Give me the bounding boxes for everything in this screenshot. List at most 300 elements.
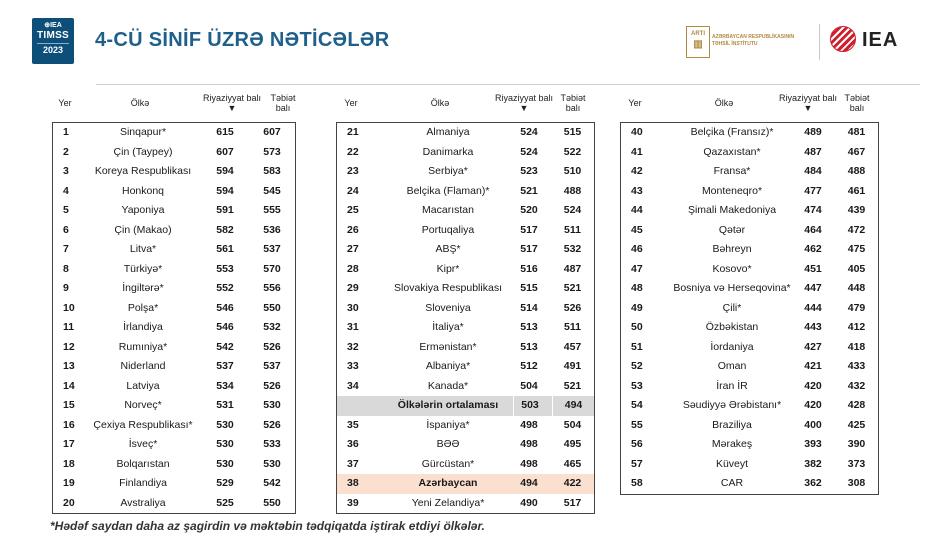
- math-score-cell: 530: [216, 457, 234, 470]
- iea-globe-icon: [830, 26, 856, 52]
- country-cell: Latviya: [126, 379, 160, 392]
- science-score-cell: 537: [263, 243, 281, 255]
- science-header: Təbiət balı: [844, 93, 870, 113]
- science-score-cell: 487: [563, 262, 582, 275]
- science-score-cell: 432: [847, 379, 866, 392]
- science-score-cell: 511: [564, 223, 581, 236]
- table-row: [53, 494, 295, 514]
- table-row: [337, 494, 594, 514]
- table-row: [53, 240, 295, 260]
- science-score-cell: 422: [563, 477, 582, 489]
- math-score-cell: 444: [804, 301, 822, 314]
- logo-timss-text: TIMSS: [36, 30, 70, 41]
- rank-cell: 6: [63, 223, 69, 236]
- math-score-cell: 494: [520, 477, 538, 489]
- rank-header: Yer: [628, 98, 642, 108]
- table-row: [337, 435, 594, 455]
- math-score-cell: 513: [520, 321, 538, 333]
- table-row: [621, 143, 878, 163]
- rank-cell: 26: [347, 223, 359, 236]
- timss-logo: [32, 18, 74, 64]
- rank-cell: 35: [347, 418, 359, 431]
- math-score-cell: 513: [520, 340, 538, 353]
- science-score-cell: 488: [563, 184, 582, 197]
- country-header: Ölkə: [430, 98, 450, 108]
- table-row: [621, 396, 878, 416]
- math-score-cell: 512: [520, 360, 538, 372]
- country-header: Ölkə: [714, 98, 734, 108]
- table-row: [621, 201, 878, 221]
- country-cell: Bosniya və Herseqovina*: [673, 282, 791, 294]
- table-row: [53, 162, 295, 182]
- science-score-cell: 545: [263, 184, 281, 197]
- table-row: [337, 123, 594, 143]
- math-score-cell: 393: [804, 438, 822, 450]
- table-row: [337, 201, 594, 221]
- math-score-cell: 607: [216, 145, 234, 158]
- science-score-cell: 439: [847, 204, 866, 216]
- table-row: [621, 338, 878, 358]
- results-column-2: [336, 90, 595, 514]
- country-cell: Oman: [717, 360, 747, 372]
- country-cell: İspaniya*: [426, 418, 470, 431]
- math-score-cell: 529: [216, 477, 234, 489]
- table-row: [53, 279, 295, 299]
- country-cell: Honkonq: [121, 184, 165, 197]
- country-cell: Qətər: [718, 223, 746, 236]
- country-cell: Finlandiya: [119, 477, 167, 489]
- math-score-cell: 530: [216, 418, 234, 431]
- rank-cell: 5: [63, 204, 69, 216]
- rank-cell: 56: [631, 438, 643, 450]
- math-score-cell: 514: [520, 301, 538, 314]
- science-score-cell: 573: [263, 145, 281, 158]
- table-row: [621, 377, 878, 397]
- rank-cell: 20: [63, 496, 75, 509]
- science-score-cell: 570: [263, 262, 281, 275]
- header-divider: [96, 84, 920, 85]
- science-score-cell: 532: [263, 321, 281, 333]
- country-cell: İtaliya*: [432, 321, 464, 333]
- rank-cell: 19: [63, 477, 75, 489]
- rank-cell: 39: [347, 496, 359, 509]
- table-row: [53, 435, 295, 455]
- table-row: [621, 474, 878, 494]
- science-score-cell: 308: [847, 477, 866, 489]
- table-row: [337, 357, 594, 377]
- rank-cell: 47: [631, 262, 643, 275]
- science-score-cell: 583: [263, 165, 281, 177]
- math-score-cell: 498: [520, 457, 538, 470]
- table-row: [621, 416, 878, 436]
- table-row: [621, 123, 878, 143]
- country-cell: Çin (Makao): [114, 223, 172, 236]
- rank-cell: 50: [631, 321, 643, 333]
- science-score-cell: 522: [563, 145, 582, 158]
- country-cell: Koreya Respublikası: [94, 165, 192, 177]
- math-score-cell: 490: [520, 496, 538, 509]
- math-header: Riyaziyyat balı ▼: [778, 93, 838, 113]
- rank-cell: 1: [63, 126, 69, 138]
- rank-cell: 16: [63, 418, 75, 431]
- science-score-cell: 472: [847, 223, 866, 236]
- table-row: [337, 182, 594, 202]
- science-score-cell: 607: [263, 126, 281, 138]
- math-score-cell: 516: [520, 262, 538, 275]
- footnote: *Hədəf saydan daha az şagirdin və məktəbin tədqiqatda iştirak etdiyi ölkələr.: [50, 519, 485, 533]
- science-score-cell: 542: [263, 477, 281, 489]
- country-cell: Danimarka: [422, 145, 474, 158]
- rank-cell: 40: [631, 126, 643, 138]
- table-row: [621, 299, 878, 319]
- table-row: [53, 143, 295, 163]
- rank-cell: 54: [631, 399, 643, 411]
- country-cell: Sloveniya: [425, 301, 471, 314]
- country-cell: Portuqaliya: [421, 223, 475, 236]
- table-row: [621, 162, 878, 182]
- country-cell: İordaniya: [710, 340, 754, 353]
- math-score-cell: 382: [804, 457, 822, 470]
- math-score-cell: 520: [520, 204, 538, 216]
- science-score-cell: 494: [552, 396, 594, 416]
- science-score-cell: 418: [847, 340, 866, 353]
- country-cell: Monteneqro*: [701, 184, 763, 197]
- math-score-cell: 517: [520, 243, 538, 255]
- table-row: [337, 240, 594, 260]
- science-score-cell: 428: [847, 399, 866, 411]
- math-score-cell: 447: [804, 282, 822, 294]
- rank-cell: 37: [347, 457, 359, 470]
- table-row: [53, 299, 295, 319]
- country-cell: Fransa*: [713, 165, 751, 177]
- table-row: [53, 201, 295, 221]
- math-score-cell: 546: [216, 321, 234, 333]
- table-row: [337, 279, 594, 299]
- country-cell: Macarıstan: [422, 204, 474, 216]
- results-column-1: [52, 90, 296, 514]
- country-cell: Türkiyə*: [123, 262, 163, 275]
- logo-divider: [819, 24, 820, 60]
- science-score-cell: 457: [563, 340, 582, 353]
- science-score-cell: 412: [847, 321, 866, 333]
- math-score-cell: 537: [216, 360, 234, 372]
- math-score-cell: 451: [804, 262, 822, 275]
- math-score-cell: 523: [520, 165, 538, 177]
- header: [0, 0, 944, 84]
- country-cell: Çili*: [722, 301, 742, 314]
- table-row: [337, 299, 594, 319]
- table-row: [337, 416, 594, 436]
- science-score-cell: 495: [563, 438, 582, 450]
- country-cell: Çin (Taypey): [113, 145, 173, 158]
- table-row: [337, 318, 594, 338]
- results-column-3: [620, 90, 879, 495]
- science-score-cell: 373: [847, 457, 866, 470]
- country-cell: Yaponiya: [121, 204, 165, 216]
- math-score-cell: 474: [804, 204, 822, 216]
- rank-cell: 43: [631, 184, 643, 197]
- science-score-cell: 461: [847, 184, 866, 197]
- country-cell: Kipr*: [436, 262, 460, 275]
- iea-logo-text: IEA: [862, 29, 899, 51]
- rank-cell: 9: [63, 282, 69, 294]
- rank-cell: 3: [63, 165, 69, 177]
- table-row: [53, 377, 295, 397]
- math-score-cell: 524: [520, 145, 538, 158]
- table-row: [337, 143, 594, 163]
- math-score-cell: 530: [216, 438, 234, 450]
- table-row: [337, 377, 594, 397]
- results-table-3: [620, 122, 879, 495]
- country-cell: Çexiya Respublikası*: [93, 418, 193, 431]
- math-score-cell: 521: [520, 184, 538, 197]
- science-score-cell: 467: [847, 145, 866, 158]
- rank-cell: 13: [63, 360, 75, 372]
- math-score-cell: 524: [520, 126, 538, 138]
- table-row: [337, 338, 594, 358]
- rank-cell: 21: [347, 126, 359, 138]
- rank-cell: 55: [631, 418, 643, 431]
- rank-cell: 52: [631, 360, 643, 372]
- math-score-cell: 503: [513, 396, 546, 416]
- table-row: [53, 318, 295, 338]
- country-cell: İran İR: [716, 379, 748, 392]
- country-cell: Norveç*: [124, 399, 162, 411]
- table-row: [621, 260, 878, 280]
- table-row: [621, 357, 878, 377]
- results-table-1: [52, 122, 296, 514]
- science-score-cell: 517: [563, 496, 582, 509]
- rank-cell: 27: [347, 243, 359, 255]
- rank-cell: 2: [63, 145, 69, 158]
- rank-cell: 25: [347, 204, 359, 216]
- country-cell: Litva*: [129, 243, 157, 255]
- country-cell: CAR: [720, 477, 744, 489]
- country-cell: Belçika (Fransız)*: [690, 126, 774, 138]
- column-header: [620, 90, 879, 122]
- table-row: [53, 123, 295, 143]
- country-cell: Küveyt: [715, 457, 749, 470]
- table-row: [53, 416, 295, 436]
- highlighted-row: [337, 474, 594, 494]
- country-cell: Almaniya: [426, 126, 470, 138]
- science-score-cell: 475: [847, 243, 866, 255]
- science-score-cell: 526: [263, 340, 281, 353]
- rank-cell: 53: [631, 379, 643, 392]
- rank-cell: 4: [63, 184, 69, 197]
- country-cell: İrlandiya: [123, 321, 163, 333]
- results-table-2: [336, 122, 595, 514]
- math-score-cell: 420: [804, 399, 822, 411]
- math-score-cell: 489: [804, 126, 822, 138]
- math-score-cell: 546: [216, 301, 234, 314]
- rank-cell: 11: [63, 321, 75, 333]
- science-score-cell: 491: [563, 360, 582, 372]
- math-score-cell: 420: [804, 379, 822, 392]
- science-score-cell: 521: [563, 282, 582, 294]
- table-row: [53, 260, 295, 280]
- column-header: [336, 90, 595, 122]
- science-score-cell: 479: [847, 301, 866, 314]
- country-cell: Ölkələrin ortalaması: [397, 399, 499, 411]
- rank-cell: 18: [63, 457, 75, 470]
- country-cell: Rumıniya*: [118, 340, 168, 353]
- math-score-cell: 504: [520, 379, 538, 392]
- logo-iea-text: ⊕IEA: [44, 22, 62, 29]
- rank-cell: 30: [347, 301, 359, 314]
- country-cell: Ermənistan*: [419, 340, 477, 353]
- rank-cell: 31: [347, 321, 359, 333]
- rank-cell: 38: [347, 477, 359, 489]
- rank-cell: 46: [631, 243, 643, 255]
- rank-header: Yer: [58, 98, 72, 108]
- arti-logo: [686, 26, 811, 60]
- math-score-cell: 542: [216, 340, 234, 353]
- math-score-cell: 400: [804, 418, 822, 431]
- rank-cell: 33: [347, 360, 359, 372]
- country-header: Ölkə: [130, 98, 150, 108]
- rank-cell: 51: [631, 340, 643, 353]
- table-row: [337, 260, 594, 280]
- math-score-cell: 534: [216, 379, 234, 392]
- table-row: [621, 318, 878, 338]
- math-score-cell: 484: [804, 165, 822, 177]
- table-row: [53, 338, 295, 358]
- rank-cell: 49: [631, 301, 643, 314]
- rank-cell: 17: [63, 438, 75, 450]
- rank-cell: 24: [347, 184, 359, 197]
- arti-emblem-icon: ARTI ▥: [686, 26, 710, 58]
- country-cell: Serbiya*: [428, 165, 468, 177]
- math-score-cell: 553: [216, 262, 234, 275]
- country-cell: İngiltərə*: [122, 282, 164, 294]
- math-header: Riyaziyyat balı ▼: [202, 93, 262, 113]
- science-score-cell: 550: [263, 301, 281, 314]
- country-cell: Qazaxıstan*: [703, 145, 761, 158]
- math-score-cell: 464: [804, 223, 822, 236]
- science-header: Təbiət balı: [560, 93, 586, 113]
- country-cell: Niderland: [120, 360, 166, 372]
- science-score-cell: 465: [563, 457, 582, 470]
- column-header: [52, 90, 296, 122]
- rank-cell: 32: [347, 340, 359, 353]
- table-row: [621, 182, 878, 202]
- rank-cell: 45: [631, 223, 643, 236]
- math-score-cell: 615: [216, 126, 234, 138]
- rank-cell: 14: [63, 379, 75, 392]
- science-score-cell: 481: [847, 126, 866, 138]
- math-score-cell: 531: [216, 399, 234, 411]
- country-cell: Özbəkistan: [705, 321, 759, 333]
- rank-cell: 34: [347, 379, 359, 392]
- science-header: Təbiət balı: [270, 93, 296, 113]
- country-cell: Yeni Zelandiya*: [411, 496, 485, 509]
- country-cell: Belçika (Flaman)*: [406, 184, 490, 197]
- science-score-cell: 524: [563, 204, 582, 216]
- page-title: 4-CÜ SİNİF ÜZRƏ NƏTİCƏLƏR: [95, 29, 390, 51]
- rank-cell: 8: [63, 262, 69, 275]
- science-score-cell: 405: [847, 262, 866, 275]
- country-cell: ABŞ*: [435, 243, 461, 255]
- rank-cell: 57: [631, 457, 643, 470]
- rank-cell: 12: [63, 340, 75, 353]
- rank-cell: 15: [63, 399, 75, 411]
- country-cell: Polşa*: [127, 301, 159, 314]
- science-score-cell: 433: [847, 360, 866, 372]
- science-score-cell: 511: [564, 321, 581, 333]
- math-score-cell: 582: [216, 223, 234, 236]
- rank-cell: 23: [347, 165, 359, 177]
- science-score-cell: 550: [263, 496, 281, 509]
- country-cell: Kanada*: [427, 379, 469, 392]
- table-row: [337, 162, 594, 182]
- rank-cell: 42: [631, 165, 643, 177]
- country-cell: Kosovo*: [712, 262, 752, 275]
- science-score-cell: 526: [263, 379, 281, 392]
- science-score-cell: 556: [263, 282, 281, 294]
- science-score-cell: 488: [847, 165, 866, 177]
- math-score-cell: 561: [216, 243, 234, 255]
- arti-line2: TƏHSİL İNSTİTUTU: [712, 41, 758, 47]
- table-row: [53, 221, 295, 241]
- table-row: [53, 455, 295, 475]
- rank-cell: 48: [631, 282, 643, 294]
- science-score-cell: 530: [263, 399, 281, 411]
- rank-cell: 7: [63, 243, 69, 255]
- country-cell: Avstraliya: [120, 496, 166, 509]
- math-score-cell: 421: [804, 360, 822, 372]
- science-score-cell: 521: [563, 379, 582, 392]
- rank-cell: 29: [347, 282, 359, 294]
- country-cell: Braziliya: [712, 418, 752, 431]
- science-score-cell: 515: [563, 126, 582, 138]
- math-header: Riyaziyyat balı ▼: [494, 93, 554, 113]
- table-row: [53, 182, 295, 202]
- logo-year-text: 2023: [42, 45, 64, 55]
- math-score-cell: 487: [804, 145, 822, 158]
- math-score-cell: 498: [520, 418, 538, 431]
- country-cell: Azərbaycan: [418, 477, 478, 489]
- science-score-cell: 390: [847, 438, 866, 450]
- table-row: [621, 455, 878, 475]
- country-cell: Slovakiya Respublikası: [394, 282, 502, 294]
- table-row: [621, 279, 878, 299]
- country-cell: Mərakeş: [711, 438, 753, 450]
- science-score-cell: 448: [847, 282, 866, 294]
- science-score-cell: 526: [563, 301, 582, 314]
- rank-cell: 36: [347, 438, 359, 450]
- country-cell: Gürcüstan*: [421, 457, 475, 470]
- country-cell: Səudiyyə Ərəbistanı*: [682, 399, 782, 411]
- rank-cell: 44: [631, 204, 643, 216]
- table-row: [621, 435, 878, 455]
- math-score-cell: 477: [804, 184, 822, 197]
- math-score-cell: 594: [216, 165, 234, 177]
- country-cell: Albaniya*: [425, 360, 471, 372]
- science-score-cell: 526: [263, 418, 281, 431]
- math-score-cell: 462: [804, 243, 822, 255]
- average-row: [337, 396, 594, 416]
- math-score-cell: 427: [804, 340, 822, 353]
- rank-cell: 22: [347, 145, 359, 158]
- country-cell: Şimali Makedoniya: [687, 204, 777, 216]
- country-cell: Bolqarıstan: [116, 457, 170, 470]
- math-score-cell: 525: [216, 496, 234, 509]
- math-score-cell: 443: [804, 321, 822, 333]
- science-score-cell: 532: [563, 243, 582, 255]
- math-score-cell: 498: [520, 438, 538, 450]
- rank-cell: 28: [347, 262, 359, 275]
